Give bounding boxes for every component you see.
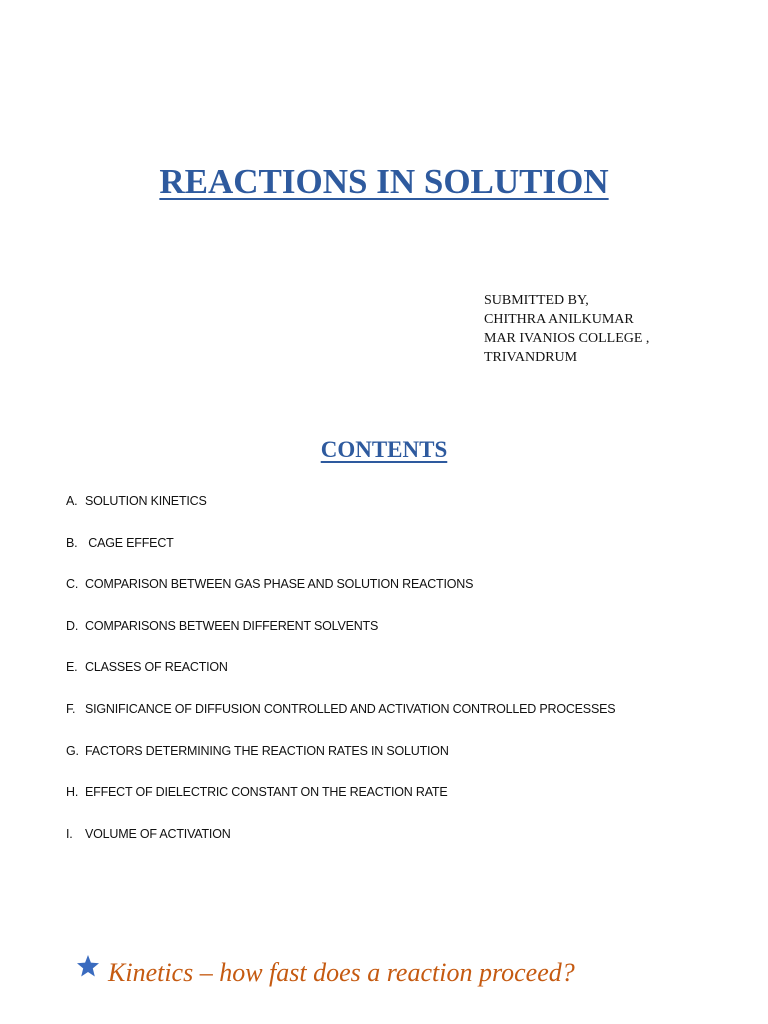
contents-item-text: EFFECT OF DIELECTRIC CONSTANT ON THE REACTION RATE (85, 785, 448, 800)
contents-item (66, 825, 615, 867)
contents-item-text: CAGE EFFECT (85, 535, 174, 550)
contents-item-letter: B. (66, 535, 78, 550)
contents-item (66, 575, 615, 617)
contents-item-text: SOLUTION KINETICS (85, 494, 207, 508)
contents-item-text: COMPARISON BETWEEN GAS PHASE AND SOLUTION REACTIONS (85, 577, 474, 592)
contents-item (66, 617, 615, 659)
contents-item-text: VOLUME OF ACTIVATION (85, 826, 231, 841)
contents-item-text: SIGNIFICANCE OF DIFFUSION CONTROLLED AND ACTIVATION CONTROLLED PROCESSES (85, 701, 616, 716)
author-name: CHITHRA ANILKUMAR (484, 312, 634, 327)
contents-item (66, 534, 615, 576)
kinetics-heading: Kinetics – how fast does a reaction proceed? (108, 958, 575, 987)
contents-item-text: COMPARISONS BETWEEN DIFFERENT SOLVENTS (85, 618, 379, 633)
contents-item-letter: C. (66, 577, 79, 592)
contents-item-text: FACTORS DETERMINING THE REACTION RATES IN SOLUTION (85, 743, 449, 758)
contents-item-text: CLASSES OF REACTION (85, 660, 228, 675)
page-title: REACTIONS IN SOLUTION (159, 162, 609, 201)
contents-item-letter: A. (66, 494, 78, 508)
contents-item (66, 742, 615, 784)
college-name: MAR IVANIOS COLLEGE , (484, 331, 650, 346)
contents-item-letter: H. (66, 785, 79, 800)
contents-item (66, 658, 615, 700)
contents-item (66, 783, 615, 825)
contents-item-letter: D. (66, 618, 79, 633)
submitted-by-block (484, 291, 649, 367)
city-name: TRIVANDRUM (484, 350, 578, 365)
contents-item (66, 700, 615, 742)
star-icon (76, 954, 100, 978)
contents-item-letter: G. (66, 743, 79, 758)
contents-item (66, 492, 615, 534)
contents-heading: CONTENTS (320, 437, 448, 462)
kinetics-heading-line (76, 950, 575, 998)
contents-list (66, 492, 615, 866)
contents-item-letter: I. (66, 826, 73, 841)
submitted-by-label: SUBMITTED BY, (484, 293, 589, 308)
contents-item-letter: E. (66, 660, 78, 675)
contents-item-letter: F. (66, 701, 76, 716)
